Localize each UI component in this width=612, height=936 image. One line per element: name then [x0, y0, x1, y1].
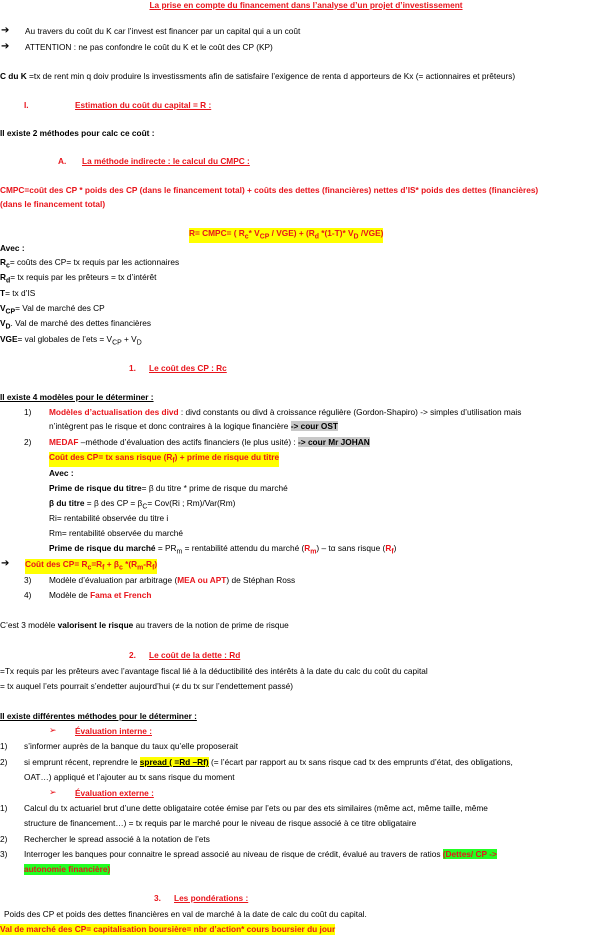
list-number: 2) — [0, 757, 8, 767]
list-item: Calcul du tx actuariel brut d’une dette obligataire cotée émise par l’ets ou par des ets similaires (même act, même taille, même — [24, 803, 488, 813]
definition-line — [0, 71, 515, 82]
definition-text: =tx de rent min q doiv produire ls investissments afin de satisfaire l’exigence de renta d apporteurs de Kx (= actionnaires et prêteurs) — [26, 71, 516, 81]
list-number: 1) — [0, 741, 8, 751]
arrow-head-icon: ➢ — [49, 725, 57, 735]
paragraph: Poids des CP et poids des dettes financières en val de marché à la date de calc du coût du capital. — [4, 909, 367, 919]
subheading: Évaluation interne : — [75, 726, 152, 736]
list-item: Modèle d’évaluation par arbitrage (MEA ou APT) de Stéphan Ross — [49, 575, 296, 585]
variable-definition: Prime de risque du titre= β du titre * prime de risque du marché — [49, 483, 288, 493]
cmpc-formula: R= CMPC= ( $R_c*$ $V_{CP} / VGE) + (R_d$ *(1-T)* $V_D$ /VGE) — [189, 228, 384, 241]
arrow-head-icon: ➢ — [49, 787, 57, 797]
highlighted-text: Val de marché des CP= capitalisation boursière= nbr d’action* cours boursier du jour — [0, 924, 336, 934]
list-item: MEDAF –méthode d’évaluation des actifs financiers (le plus usité) : -> cour Mr JOHAN — [49, 437, 370, 447]
variable-definition: $V_{CP}=$ Val de marché des CP — [0, 303, 105, 316]
definition-line: =Tx requis par les prêteurs avec l’avantage fiscal lié à la déductibilité des intérêts à la date du calc du coût du capital — [0, 666, 428, 676]
cmpc-definition: (dans le financement total) — [0, 199, 106, 209]
highlighted-text: autonomie financière) — [24, 864, 111, 874]
list-item: Interroger les banques pour connaitre le spread associé au niveau de risque de crédit, évalué au travers de ratios (Dettes/ CP -> — [24, 849, 497, 859]
list-item: Modèle de Fama et French — [49, 590, 152, 600]
part-number: 1. — [129, 363, 136, 373]
intro-bullet: ATTENTION : ne pas confondre le coût du K et le coût des CP (KP) — [25, 42, 273, 52]
subheading: Évaluation externe : — [75, 788, 154, 798]
variable-definition: β du titre = β des CP = $\beta_C= Cov(Ri$ ; Rm)/Var(Rm) — [49, 498, 236, 511]
list-number: 3) — [0, 849, 8, 859]
arrow-right-icon: ➔ — [1, 558, 10, 569]
avec-label: Avec : — [0, 243, 25, 253]
variable-definition: Prime de risque du marché = $PR_m$ = rentabilité attendu du marché $(R_m)$ – tα sans risque $(R_f)$ — [49, 543, 397, 556]
list-item: Modèles d’actualisation des divd : divd constants ou divd à croissance régulière (Gordon-Shapiro) -> simples d’utilisation mais — [49, 407, 522, 417]
section-number: I. — [24, 100, 29, 110]
part-title: Les pondérations : — [174, 893, 249, 903]
list-item-continued: structure de financement…) = tx requis par le marché pour le niveau de risque associé à ce titre obligataire — [24, 818, 417, 828]
capm-formula: Coût des $CP= R_c=R_f + \beta_c$ $*(R_m-R_f)$ — [25, 559, 158, 572]
part-number: 3. — [154, 893, 161, 903]
avec-label: Avec : — [49, 468, 74, 478]
variable-definition: VGE= val globales de l’ets = $V_{CP} + V_D$ — [0, 334, 142, 347]
part-number: 2. — [129, 650, 136, 660]
list-item-continued: n’intègrent pas le risque et donc contraires à la logique financière -> cour OST — [49, 421, 338, 431]
highlighted-formula: Coût des CP= tx sans risque $(R_f)$ + prime de risque du titre — [49, 452, 280, 465]
list-number: 1) — [0, 803, 8, 813]
arrow-right-icon: ➔ — [1, 25, 10, 36]
subsection-title: La méthode indirecte : le calcul du CMPC : — [82, 156, 250, 166]
variable-definition: Rm= rentabilité observée du marché — [49, 528, 183, 538]
list-item: si emprunt récent, reprendre le spread ( =Rd –Rf) (= l’écart par rapport au tx sans risque cad tx des emprunts d’état, des obligations, — [24, 757, 513, 767]
list-number: 1) — [24, 407, 32, 417]
cmpc-definition: CMPC=coût des CP * poids des CP (dans le financement total) + coûts des dettes (financières) nettes d’IS* poids des dettes (financières) — [0, 185, 539, 195]
models-intro: Il existe 4 modèles pour le déterminer : — [0, 392, 154, 402]
variable-definition: $R_c=$ coûts des CP= tx requis par les actionnaires — [0, 257, 180, 270]
list-number: 4) — [24, 590, 32, 600]
part-title: Le coût de la dette : Rd — [149, 650, 241, 660]
variable-definition: $V_D$. Val de marché des dettes financières — [0, 318, 152, 331]
section-title: Estimation du coût du capital = R : — [75, 100, 212, 110]
page-title: La prise en compte du financement dans l’analyse d’un projet d’investissement — [149, 0, 463, 10]
arrow-right-icon: ➔ — [1, 41, 10, 52]
subsection-number: A. — [58, 156, 67, 166]
list-item: Rechercher le spread associé à la notation de l’ets — [24, 834, 210, 844]
methods-intro: Il existe différentes méthodes pour le déterminer : — [0, 711, 197, 721]
list-item-continued: OAT…) appliqué et l’ajouter au tx sans risque du moment — [24, 772, 235, 782]
list-item: s’informer auprès de la banque du taux qu’elle proposerait — [24, 741, 239, 751]
list-number: 2) — [0, 834, 8, 844]
list-number: 2) — [24, 437, 32, 447]
intro-bullet: Au travers du coût du K car l’invest est financer par un capital qui a un coût — [25, 26, 301, 36]
variable-definition: T= tx d’IS — [0, 288, 36, 298]
list-number: 3) — [24, 575, 32, 585]
definition-line: = tx auquel l’ets pourrait s’endetter aujourd’hui (≠ du tx sur l’endettement passé) — [0, 681, 294, 691]
conclusion-line: C’est 3 modèle valorisent le risque au travers de la notion de prime de risque — [0, 620, 289, 630]
definition-term: C du K — [0, 71, 27, 81]
part-title: Le coût des CP : Rc — [149, 363, 227, 373]
variable-definition: Ri= rentabilité observée du titre i — [49, 513, 169, 523]
methods-intro: Il existe 2 méthodes pour calc ce coût : — [0, 128, 155, 138]
variable-definition: $R_d=$ tx requis par les prêteurs = tx d’intérêt — [0, 272, 157, 285]
